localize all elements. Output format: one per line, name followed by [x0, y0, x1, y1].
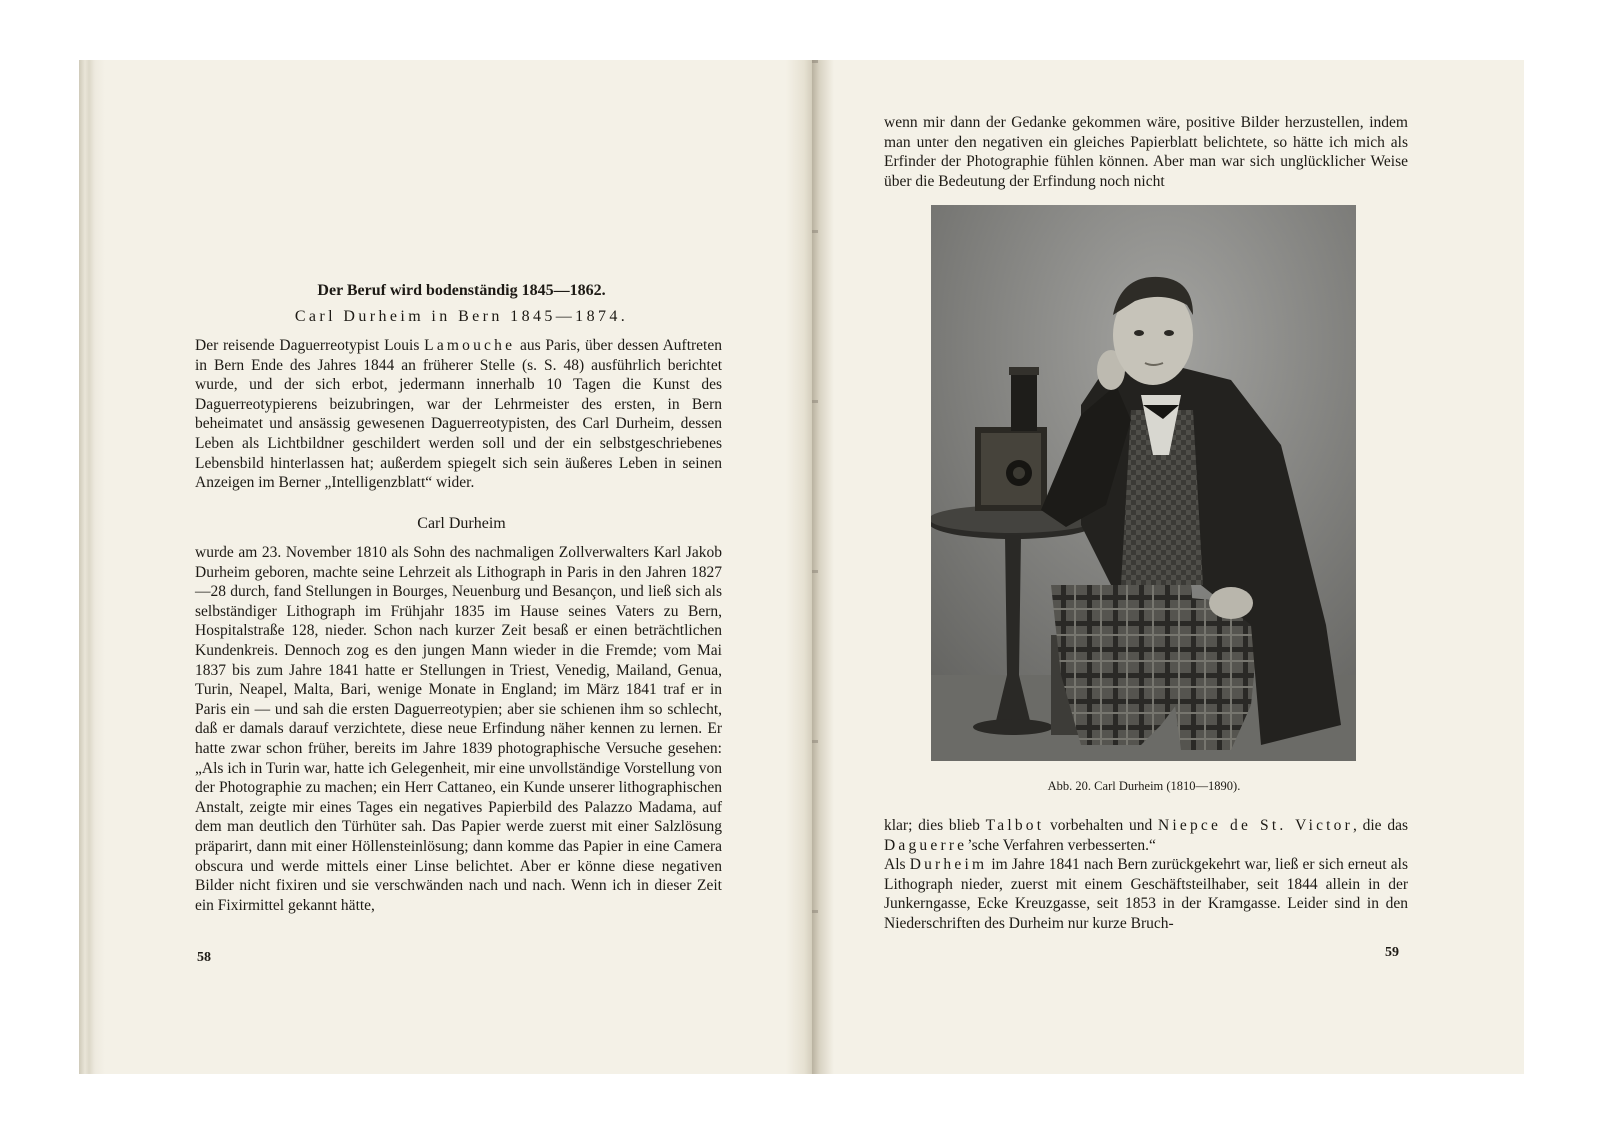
- gutter-shadow-left: [786, 60, 812, 1074]
- text-run: klar; dies blieb: [884, 817, 986, 834]
- spaced-name: Daguerre: [884, 836, 968, 854]
- figure-caption: Abb. 20. Carl Durheim (1810—1890).: [1047, 779, 1241, 793]
- paragraph-intro: [195, 336, 722, 493]
- left-page: [79, 60, 812, 1074]
- binding-thread-marks: [812, 60, 818, 1074]
- text-run: im Jahre 1841 nach Bern zurückgekehrt war, ließ er sich erneut als Lithograph nieder, zuerst mit einem Geschäftsteilhaber, seit 1844 allein in der Junkerngasse, Ecke Kreuzgasse, seit 1853 in der Kramgasse. Leider sind in den Niederschriften des Durheim nur kurze Bruch-: [884, 856, 1408, 932]
- paragraph-continuation-bottom: [884, 816, 1408, 934]
- text-run: vorbehalten und: [1044, 817, 1158, 834]
- page-number-left: 58: [197, 950, 211, 965]
- paragraph-biography: wurde am 23. November 1810 als Sohn des nachmaligen Zollverwalters Karl Jakob Durheim geboren, machte seine Lehrzeit als Lithograph in Paris in den Jahren 1827—28 durch, fand Stellungen in Bourges, Neuenburg und Besançon, und ließ sich als selbständiger Lithograph im Frühjahr 1835 im Hause seines Vaters zu Bern, Hospitalstraße 128, nieder. Schon nach kurzer Zeit besaß er einen beträchtlichen Kundenkreis. Dennoch zog es den jungen Mann wieder in die Fremde; vom Mai 1837 bis zum Jahre 1841 hatte er Stellungen in Triest, Venedig, Mailand, Genua, Turin, Neapel, Malta, Bari, wenige Monate in England; im März 1841 traf er in Paris ein — und sah die ersten Daguerreotypien; aber sie schienen ihm so schlecht, daß er damals darauf verzichtete, diese neue Erfindung näher kennen zu lernen. Er hatte zwar schon früher, bereits im Jahre 1839 photographische Versuche gesehen: „Als ich in Turin war, hatte ich Gelegenheit, mir eine unvollständige Vorstellung von der Photographie zu machen; ein Herr Cattaneo, ein Kunde unserer lithographischen Anstalt, zeigte mir eines Tages ein negatives Papierbild des Palazzo Madama, auf dem man deutlich den Türhüter sah. Das Papier werde zuerst mit einer Salzlösung präparirt, dann mit einer Höllensteinlösung; dann komme das Papier in eine Camera obscura und werde mittels einer Linse belichtet. Aber er könne diese negativen Bilder nicht fixiren und sie verschwänden nach und nach. Wenn ich in dieser Zeit ein Fixirmittel gekannt hätte,: [195, 544, 722, 914]
- text-run: ’sche Verfahren verbesserten.“: [967, 836, 1156, 854]
- right-page: [812, 60, 1524, 1074]
- spaced-name: Lamouche: [424, 337, 516, 354]
- page-edge-shadow: [79, 60, 105, 1074]
- page-number-right: 59: [1385, 945, 1399, 960]
- portrait-illustration: [931, 205, 1356, 761]
- text-run: aus Paris, über dessen Auftreten in Bern Ende des Jahres 1844 an früherer Stelle (s. S. 48) ausführlich berichtet wurde, und der sich erbot, jedermann innerhalb 10 Tagen die Kunst des Daguerreotypierens beizubringen, war der Lehrmeister des ersten, in Bern beheimatet und ansässig gewesenen Daguerreotypisten, des Carl Durheim, dessen Leben als Lichtbildner geschildert werden soll und der ein selbstgeschriebenes Lebensbild hinterlassen hat; außerdem spiegelt sich sein äußeres Leben in seinen Anzeigen im Berner „Intelligenzblatt“ wider.: [195, 337, 722, 492]
- spaced-name: Niepce de St. Victor: [1157, 817, 1353, 834]
- text-run: Der reisende Daguerreotypist Louis: [195, 337, 425, 354]
- section-title: Carl Durheim: [417, 515, 506, 532]
- text-run: Als: [884, 856, 910, 874]
- portrait-photo: [931, 205, 1356, 761]
- chapter-subheading: Carl Durheim in Bern 1845—1874.: [294, 308, 629, 325]
- spaced-name: Talbot: [985, 817, 1045, 834]
- chapter-heading: Der Beruf wird bodenständig 1845—1862.: [317, 282, 606, 299]
- text-run: , die das: [1352, 817, 1408, 834]
- spaced-name: Durheim: [909, 856, 988, 874]
- paragraph-continuation: wenn mir dann der Gedanke gekommen wäre, positive Bilder herzustellen, indem man unter den negativen ein gleiches Papierblatt belichtete, so hätte ich mich als Erfinder der Photographie fühlen können. Aber man war sich unglücklicher Weise über die Bedeutung der Erfindung noch nicht: [884, 114, 1408, 190]
